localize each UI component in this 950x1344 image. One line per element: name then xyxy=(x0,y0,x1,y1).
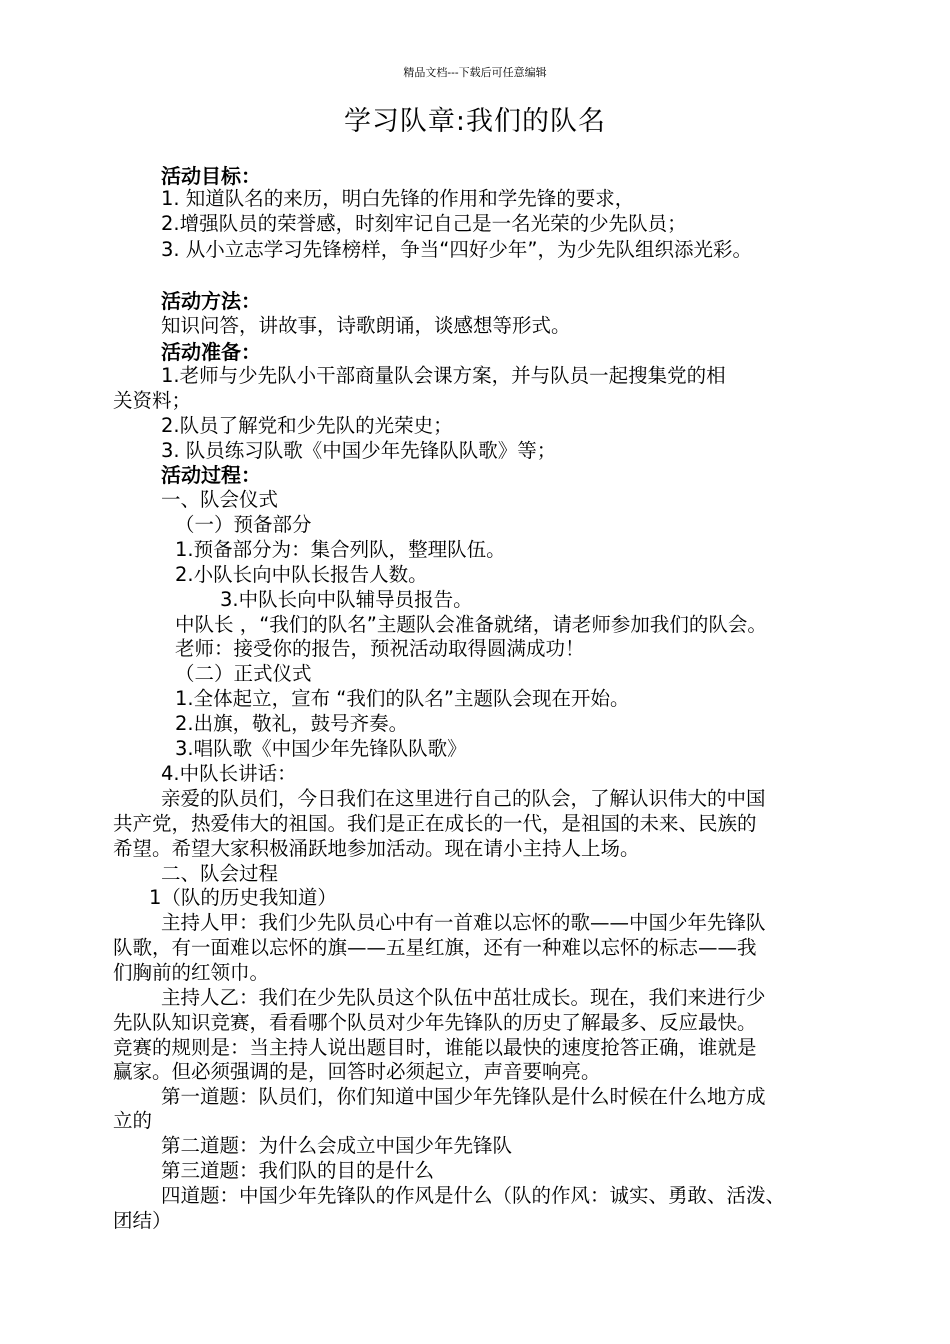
text-line: 赢家。但必须强调的是，回答时必须起立，声音要响亮。 xyxy=(113,1060,601,1083)
text-line: 1（队的历史我知道） xyxy=(149,886,337,909)
text-line: 一、队会仪式 xyxy=(161,488,279,511)
page-header: 精品文档---下载后可任意编辑 xyxy=(403,66,547,79)
text-line: 立的 xyxy=(113,1109,153,1132)
section-heading: 活动目标： xyxy=(161,164,261,188)
section-heading: 活动方法： xyxy=(161,289,261,313)
text-line: 二、队会过程 xyxy=(161,862,279,885)
text-line: 希望。希望大家积极涌跃地参加活动。现在请小主持人上场。 xyxy=(113,837,640,860)
text-line: （二）正式仪式 xyxy=(175,662,312,685)
text-line: 团结） xyxy=(113,1209,172,1232)
text-line: 竞赛的规则是：当主持人说出题目时，谁能以最快的速度抢答正确，谁就是 xyxy=(113,1036,757,1059)
text-line: （一）预备部分 xyxy=(175,513,312,536)
text-line: 1.预备部分为：集合列队，整理队伍。 xyxy=(175,538,506,561)
text-line: 关资料； xyxy=(113,389,192,412)
text-line: 四道题：中国少年先锋队的作风是什么（队的作风：诚实、勇敢、活泼、 xyxy=(161,1184,786,1207)
text-line: 先队队知识竞赛，看看哪个队员对少年先锋队的历史了解最多、反应最快。 xyxy=(113,1011,757,1034)
text-line: 中队长 ，“我们的队名”主题队会准备就绪，请老师参加我们的队会。 xyxy=(175,613,767,636)
text-line: 1.老师与少先队小干部商量队会课方案，并与队员一起搜集党的相 xyxy=(161,364,726,387)
text-line: 3.唱队歌《中国少年先锋队队歌》 xyxy=(175,737,467,760)
text-line: 知识问答，讲故事，诗歌朗诵，谈感想等形式。 xyxy=(161,314,571,337)
text-line: 3.中队长向中队辅导员报告。 xyxy=(220,588,473,611)
text-line: 3. 从小立志学习先锋榜样，争当“四好少年”，为少先队组织添光彩。 xyxy=(161,238,753,261)
section-heading: 活动准备： xyxy=(161,340,261,364)
text-line: 2.队员了解党和少先队的光荣史； xyxy=(161,414,453,437)
text-line: 2.小队长向中队长报告人数。 xyxy=(175,563,428,586)
text-line: 第一道题：队员们，你们知道中国少年先锋队是什么时候在什么地方成 xyxy=(161,1085,766,1108)
document-title: 学习队章:我们的队名 xyxy=(343,106,607,137)
text-line: 4.中队长讲话： xyxy=(161,762,297,785)
text-line: 共产党，热爱伟大的祖国。我们是正在成长的一代，是祖国的未来、民族的 xyxy=(113,812,757,835)
text-line: 队歌，有一面难以忘怀的旗——五星红旗，还有一种难以忘怀的标志——我 xyxy=(113,936,757,959)
text-line: 第三道题：我们队的目的是什么 xyxy=(161,1159,435,1182)
text-line: 第二道题：为什么会成立中国少年先锋队 xyxy=(161,1134,513,1157)
section-heading: 活动过程： xyxy=(161,463,261,487)
text-line: 亲爱的队员们，今日我们在这里进行自己的队会，了解认识伟大的中国 xyxy=(161,787,766,810)
text-line: 老师：接受你的报告，预祝活动取得圆满成功！ xyxy=(175,637,585,660)
text-line: 3. 队员练习队歌《中国少年先锋队队歌》等； xyxy=(161,439,557,462)
text-line: 主持人乙：我们在少先队员这个队伍中茁壮成长。现在，我们来进行少 xyxy=(161,986,766,1009)
text-line: 们胸前的红领巾。 xyxy=(113,961,270,984)
text-line: 主持人甲：我们少先队员心中有一首难以忘怀的歌——中国少年先锋队 xyxy=(161,911,766,934)
text-line: 1.全体起立，宣布 “我们的队名”主题队会现在开始。 xyxy=(175,687,630,710)
text-line: 2.出旗，敬礼，鼓号齐奏。 xyxy=(175,712,409,735)
text-line: 1. 知道队名的来历，明白先锋的作用和学先锋的要求， xyxy=(161,187,635,210)
text-line: 2.增强队员的荣誉感，时刻牢记自己是一名光荣的少先队员； xyxy=(161,212,687,235)
